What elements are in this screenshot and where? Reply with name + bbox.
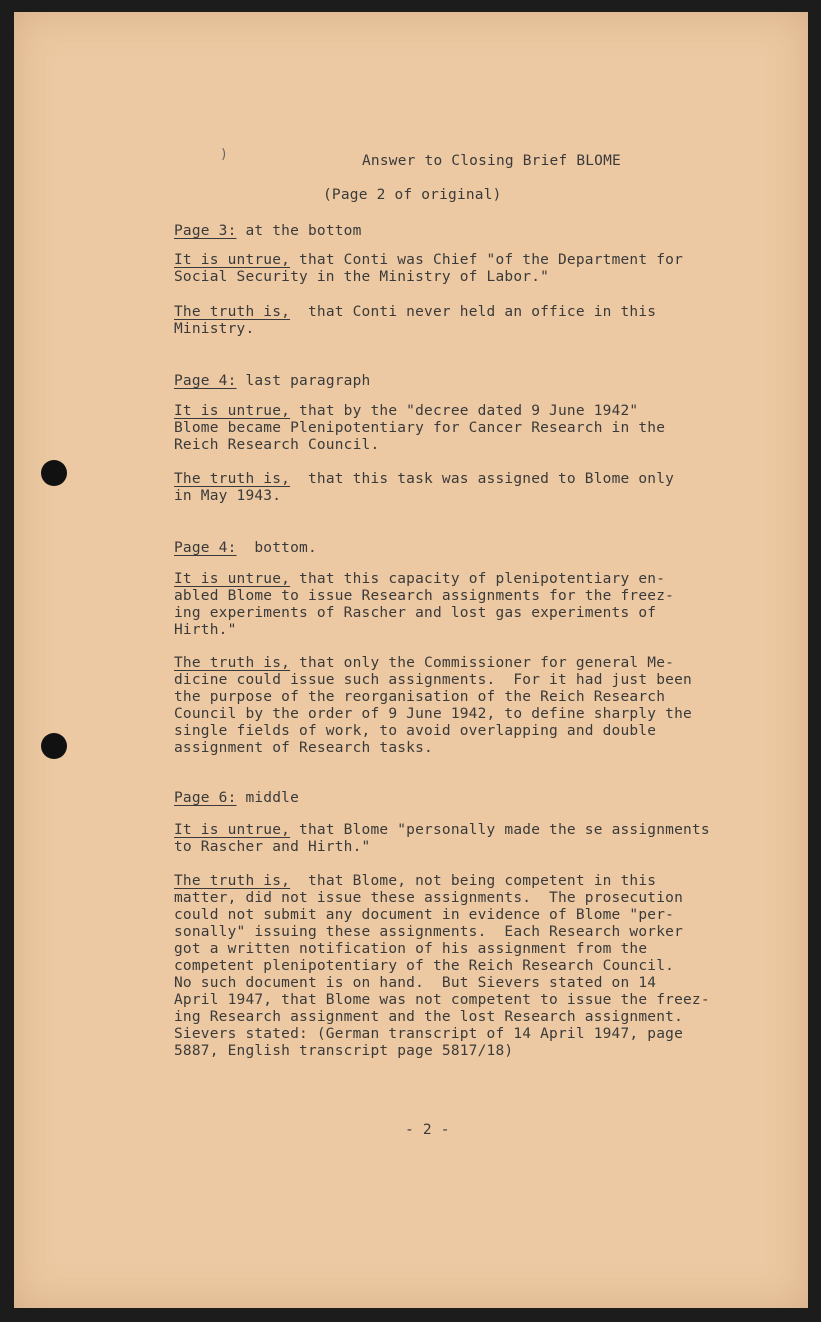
truth-paragraph: The truth is, that only the Commissioner for general Me- dicine could issue such assignments. For it had just been the purpose of the reorganisation of the Reich Research Council by the order of 9 June 1942, to define sharply the single fields of work, to avoid overlapping and double assignment of Research tasks. bbox=[174, 655, 692, 756]
punch-hole bbox=[41, 460, 67, 486]
untrue-paragraph: It is untrue, that Blome "personally made the se assignments to Rascher and Hirth." bbox=[174, 822, 710, 855]
page-number: - 2 - bbox=[405, 1122, 450, 1138]
section-heading: Page 4: bottom. bbox=[174, 540, 317, 556]
document-title: Answer to Closing Brief BLOME bbox=[362, 153, 621, 169]
document-subtitle: (Page 2 of original) bbox=[323, 187, 502, 203]
untrue-paragraph: It is untrue, that this capacity of plenipotentiary en- abled Blome to issue Research assignments for the freez- ing experiments of Rascher and lost gas experiments of Hirth." bbox=[174, 571, 675, 638]
margin-mark: ) bbox=[220, 147, 228, 162]
document-page bbox=[14, 12, 808, 1308]
section-heading: Page 6: middle bbox=[174, 790, 300, 806]
truth-paragraph: The truth is, that Conti never held an office in this Ministry. bbox=[174, 304, 657, 337]
untrue-paragraph: It is untrue, that Conti was Chief "of the Department for Social Security in the Ministry of Labor." bbox=[174, 252, 684, 285]
section-heading: Page 4: last paragraph bbox=[174, 373, 371, 389]
punch-hole bbox=[41, 733, 67, 759]
untrue-paragraph: It is untrue, that by the "decree dated 9 June 1942" Blome became Plenipotentiary for Cancer Research in the Reich Research Council. bbox=[174, 403, 666, 453]
truth-paragraph: The truth is, that this task was assigned to Blome only in May 1943. bbox=[174, 471, 675, 504]
truth-paragraph: The truth is, that Blome, not being competent in this matter, did not issue these assignments. The prosecution could not submit any document in evidence of Blome "per- sonally" issuing these assignments. Each Research worker got a written notification of his assignment from the competent plenipotentiary of the Reich Research Council. No such document is on hand. But Sievers stated on 14 April 1947, that Blome was not competent to issue the freez- ing Research assignment and the lost Research assignment. Sievers stated: (German transcript of 14 April 1947, page 5887, English transcript page 5817/18) bbox=[174, 873, 710, 1059]
section-heading: Page 3: at the bottom bbox=[174, 223, 362, 239]
